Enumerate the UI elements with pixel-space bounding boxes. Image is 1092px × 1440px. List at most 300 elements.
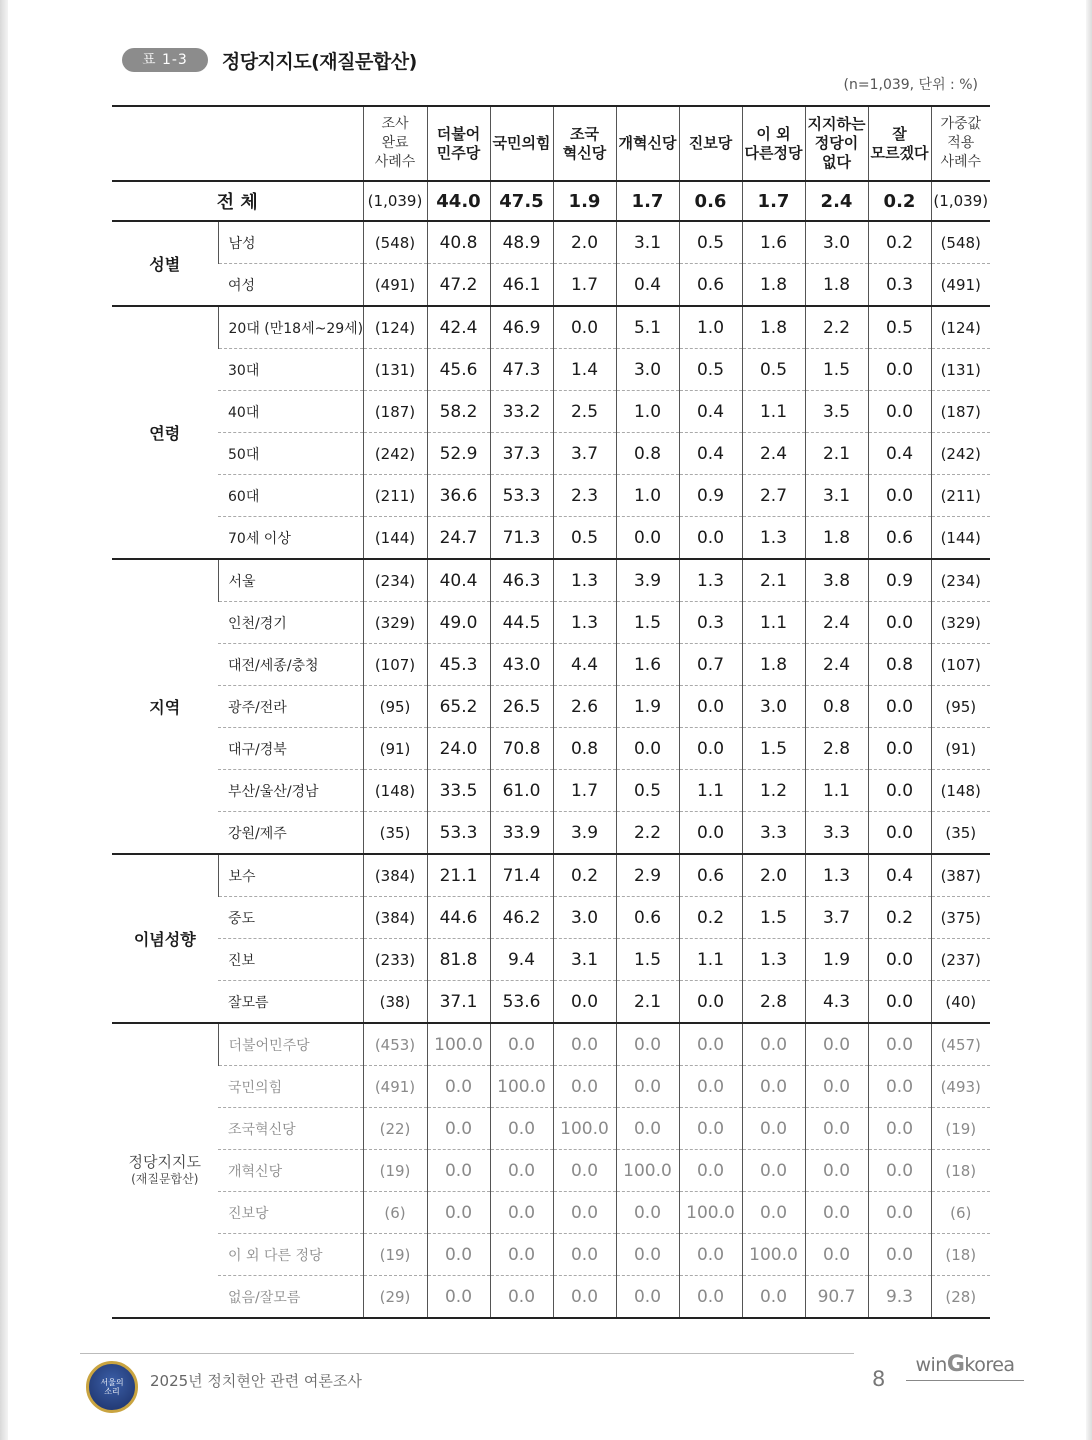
- table-cell: 0.0: [616, 517, 679, 560]
- table-cell: 70.8: [490, 728, 553, 770]
- table-cell: 1.3: [742, 517, 805, 560]
- table-cell: 40.4: [427, 559, 490, 602]
- table-cell: 0.2: [679, 897, 742, 939]
- table-cell: 2.4: [805, 181, 868, 221]
- table-cell: 0.0: [490, 1276, 553, 1319]
- table-cell: (453): [363, 1023, 427, 1066]
- table-cell: (211): [931, 475, 990, 517]
- table-cell: 0.0: [868, 728, 931, 770]
- table-cell: 2.2: [616, 812, 679, 855]
- table-cell: 0.0: [679, 1023, 742, 1066]
- table-cell: 0.0: [679, 728, 742, 770]
- table-cell: 2.1: [742, 559, 805, 602]
- row-label: 진보: [218, 939, 363, 981]
- table-cell: 46.1: [490, 264, 553, 307]
- table-cell: 1.3: [553, 559, 616, 602]
- table-cell: 4.3: [805, 981, 868, 1024]
- table-cell: 3.0: [805, 221, 868, 264]
- table-cell: 2.6: [553, 686, 616, 728]
- table-cell: 100.0: [742, 1234, 805, 1276]
- table-row: [112, 1192, 990, 1234]
- table-row: [112, 1150, 990, 1192]
- row-label: 진보당: [218, 1192, 363, 1234]
- table-cell: 0.0: [805, 1023, 868, 1066]
- table-cell: (35): [931, 812, 990, 855]
- table-cell: 3.1: [616, 221, 679, 264]
- table-cell: 3.1: [805, 475, 868, 517]
- table-cell: (22): [363, 1108, 427, 1150]
- table-cell: (1,039): [363, 181, 427, 221]
- table-cell: 44.5: [490, 602, 553, 644]
- table-cell: 2.8: [805, 728, 868, 770]
- group-label: [112, 559, 218, 854]
- row-label: 개혁신당: [218, 1150, 363, 1192]
- table-cell: 100.0: [427, 1023, 490, 1066]
- table-cell: (548): [363, 221, 427, 264]
- row-label: 서울: [218, 559, 363, 602]
- table-cell: (6): [363, 1192, 427, 1234]
- table-cell: 45.6: [427, 349, 490, 391]
- table-row: [112, 1234, 990, 1276]
- table-cell: 0.8: [868, 644, 931, 686]
- brand-suffix: korea: [964, 1354, 1015, 1376]
- table-cell: 0.2: [868, 221, 931, 264]
- table-cell: 0.0: [868, 475, 931, 517]
- table-cell: 0.5: [679, 221, 742, 264]
- table-cell: 0.5: [553, 517, 616, 560]
- table-cell: 0.0: [679, 1066, 742, 1108]
- table-cell: 0.9: [868, 559, 931, 602]
- table-cell: 71.4: [490, 854, 553, 897]
- unit-note: (n=1,039, 단위 : %): [843, 77, 978, 93]
- table-cell: 47.2: [427, 264, 490, 307]
- table-cell: (144): [931, 517, 990, 560]
- table-cell: 53.3: [490, 475, 553, 517]
- row-label: 인천/경기: [218, 602, 363, 644]
- table-cell: (329): [363, 602, 427, 644]
- table-cell: 3.3: [742, 812, 805, 855]
- total-row: [112, 181, 990, 221]
- table-cell: 2.0: [553, 221, 616, 264]
- table-row: [112, 854, 990, 897]
- table-row: [112, 433, 990, 475]
- table-cell: (234): [363, 559, 427, 602]
- table-row: [112, 1023, 990, 1066]
- table-cell: (211): [363, 475, 427, 517]
- table-cell: 0.6: [868, 517, 931, 560]
- table-number-badge: 표 1-3: [122, 48, 208, 72]
- table-cell: 0.0: [616, 1066, 679, 1108]
- table-cell: (375): [931, 897, 990, 939]
- table-cell: (18): [931, 1150, 990, 1192]
- table-cell: 0.0: [679, 686, 742, 728]
- table-cell: 33.5: [427, 770, 490, 812]
- table-cell: 3.7: [553, 433, 616, 475]
- table-cell: 0.0: [679, 812, 742, 855]
- table-cell: 1.0: [616, 475, 679, 517]
- table-cell: 0.2: [868, 897, 931, 939]
- table-cell: (187): [931, 391, 990, 433]
- table-cell: 2.9: [616, 854, 679, 897]
- table-cell: 0.0: [742, 1150, 805, 1192]
- table-cell: 0.0: [805, 1150, 868, 1192]
- group-name: 지역: [149, 698, 181, 717]
- table-cell: 71.3: [490, 517, 553, 560]
- table-cell: 9.4: [490, 939, 553, 981]
- table-cell: 2.5: [553, 391, 616, 433]
- row-label: 조국혁신당: [218, 1108, 363, 1150]
- row-label: 남성: [218, 221, 363, 264]
- table-cell: (148): [363, 770, 427, 812]
- table-row: [112, 221, 990, 264]
- table-cell: (40): [931, 981, 990, 1024]
- table-cell: (242): [363, 433, 427, 475]
- table-cell: 100.0: [553, 1108, 616, 1150]
- table-header-row: [112, 106, 990, 181]
- table-cell: 0.4: [616, 264, 679, 307]
- table-cell: 0.0: [805, 1234, 868, 1276]
- table-cell: 48.9: [490, 221, 553, 264]
- column-header: 더불어 민주당: [427, 106, 490, 181]
- table-cell: 1.8: [805, 264, 868, 307]
- row-label: 70세 이상: [218, 517, 363, 560]
- table-cell: 100.0: [679, 1192, 742, 1234]
- table-cell: 0.0: [868, 939, 931, 981]
- table-cell: 36.6: [427, 475, 490, 517]
- table-row: [112, 517, 990, 560]
- table-cell: 2.1: [805, 433, 868, 475]
- table-cell: 53.6: [490, 981, 553, 1024]
- row-label: 광주/전라: [218, 686, 363, 728]
- row-label: 없음/잘모름: [218, 1276, 363, 1319]
- table-cell: 47.5: [490, 181, 553, 221]
- table-cell: (242): [931, 433, 990, 475]
- table-cell: 0.0: [868, 391, 931, 433]
- table-cell: (28): [931, 1276, 990, 1319]
- table-cell: 2.7: [742, 475, 805, 517]
- row-label: 보수: [218, 854, 363, 897]
- table-cell: 0.0: [868, 1234, 931, 1276]
- table-cell: 26.5: [490, 686, 553, 728]
- table-cell: 65.2: [427, 686, 490, 728]
- table-cell: 1.1: [679, 770, 742, 812]
- table-cell: 0.0: [868, 1066, 931, 1108]
- table-cell: 49.0: [427, 602, 490, 644]
- table-cell: 0.6: [679, 181, 742, 221]
- table-cell: 0.2: [553, 854, 616, 897]
- table-cell: (384): [363, 897, 427, 939]
- table-cell: 0.3: [868, 264, 931, 307]
- header-corner: [112, 106, 363, 181]
- table-cell: 1.7: [616, 181, 679, 221]
- table-cell: 24.7: [427, 517, 490, 560]
- table-cell: 33.9: [490, 812, 553, 855]
- table-cell: 0.0: [868, 770, 931, 812]
- table-cell: 0.9: [679, 475, 742, 517]
- table-row: [112, 644, 990, 686]
- table-cell: (91): [363, 728, 427, 770]
- table-cell: 0.5: [868, 306, 931, 349]
- table-cell: (237): [931, 939, 990, 981]
- table-cell: 1.5: [742, 897, 805, 939]
- table-cell: (95): [363, 686, 427, 728]
- table-row: [112, 1066, 990, 1108]
- row-label: 대구/경북: [218, 728, 363, 770]
- table-cell: 0.0: [553, 1276, 616, 1319]
- group-subtitle: (재질문합산): [131, 1171, 199, 1186]
- table-cell: 1.4: [553, 349, 616, 391]
- table-cell: 0.0: [868, 1023, 931, 1066]
- table-cell: 0.0: [553, 1150, 616, 1192]
- table-cell: 1.6: [616, 644, 679, 686]
- table-cell: (491): [931, 264, 990, 307]
- table-cell: (124): [931, 306, 990, 349]
- table-cell: 0.0: [490, 1234, 553, 1276]
- table-cell: 0.0: [616, 1108, 679, 1150]
- table-cell: 100.0: [616, 1150, 679, 1192]
- table-row: [112, 559, 990, 602]
- table-cell: (233): [363, 939, 427, 981]
- table-title-row: [122, 46, 417, 74]
- table-cell: 90.7: [805, 1276, 868, 1319]
- table-cell: 37.1: [427, 981, 490, 1024]
- table-cell: 1.1: [805, 770, 868, 812]
- page-edge: [0, 0, 8, 1440]
- table-cell: 0.8: [805, 686, 868, 728]
- table-cell: 0.0: [868, 981, 931, 1024]
- table-cell: 0.0: [427, 1150, 490, 1192]
- group-name: 이념성향: [133, 930, 196, 949]
- table-cell: 0.0: [616, 1192, 679, 1234]
- table-cell: 1.8: [742, 306, 805, 349]
- table-cell: (107): [931, 644, 990, 686]
- table-cell: 40.8: [427, 221, 490, 264]
- table-cell: 0.0: [553, 306, 616, 349]
- table-cell: 0.0: [805, 1066, 868, 1108]
- table-cell: 33.2: [490, 391, 553, 433]
- table-cell: 0.3: [679, 602, 742, 644]
- table-cell: 0.0: [490, 1150, 553, 1192]
- table-cell: (493): [931, 1066, 990, 1108]
- table-cell: 3.0: [553, 897, 616, 939]
- group-name: 성별: [149, 255, 181, 274]
- table-cell: 0.2: [868, 181, 931, 221]
- table-cell: 1.5: [616, 602, 679, 644]
- table-row: [112, 264, 990, 307]
- table-cell: 3.3: [805, 812, 868, 855]
- table-cell: 81.8: [427, 939, 490, 981]
- table-cell: 0.0: [490, 1023, 553, 1066]
- table-cell: 3.0: [742, 686, 805, 728]
- table-cell: (107): [363, 644, 427, 686]
- table-cell: 0.0: [868, 812, 931, 855]
- table-cell: 1.1: [742, 602, 805, 644]
- table-cell: 24.0: [427, 728, 490, 770]
- table-cell: 0.0: [868, 602, 931, 644]
- table-cell: 1.7: [553, 770, 616, 812]
- table-cell: 2.3: [553, 475, 616, 517]
- table-cell: 47.3: [490, 349, 553, 391]
- table-title: 정당지지도(재질문합산): [221, 50, 417, 73]
- row-label: 대전/세종/충청: [218, 644, 363, 686]
- table-row: [112, 686, 990, 728]
- table-cell: (91): [931, 728, 990, 770]
- table-cell: 0.0: [679, 517, 742, 560]
- table-cell: (187): [363, 391, 427, 433]
- table-cell: (148): [931, 770, 990, 812]
- column-header: 가중값 적용 사례수: [931, 106, 990, 181]
- table-cell: 0.4: [868, 854, 931, 897]
- table-cell: 3.8: [805, 559, 868, 602]
- table-cell: 0.7: [679, 644, 742, 686]
- table-cell: 44.0: [427, 181, 490, 221]
- table-cell: 0.0: [553, 1192, 616, 1234]
- table-row: [112, 812, 990, 855]
- table-cell: 0.6: [616, 897, 679, 939]
- table-cell: 0.0: [679, 981, 742, 1024]
- table-row: [112, 306, 990, 349]
- table-cell: 0.0: [742, 1276, 805, 1319]
- table-cell: 2.0: [742, 854, 805, 897]
- table-cell: 46.9: [490, 306, 553, 349]
- table-cell: 0.0: [616, 1023, 679, 1066]
- group-label: [112, 854, 218, 1023]
- table-cell: 1.8: [742, 264, 805, 307]
- table-cell: 1.7: [553, 264, 616, 307]
- table-cell: 0.0: [805, 1192, 868, 1234]
- table-cell: 1.8: [742, 644, 805, 686]
- table-cell: 1.2: [742, 770, 805, 812]
- table-cell: 1.0: [679, 306, 742, 349]
- table-cell: 44.6: [427, 897, 490, 939]
- row-label: 이 외 다른 정당: [218, 1234, 363, 1276]
- table-cell: 0.5: [616, 770, 679, 812]
- table-cell: 0.0: [679, 1234, 742, 1276]
- table-cell: 43.0: [490, 644, 553, 686]
- logo-text: 서울의 소리: [100, 1378, 124, 1396]
- table-row: [112, 391, 990, 433]
- table-cell: 1.5: [616, 939, 679, 981]
- table-cell: 0.0: [742, 1192, 805, 1234]
- table-cell: 2.2: [805, 306, 868, 349]
- table-cell: 0.0: [616, 728, 679, 770]
- table-cell: 1.9: [616, 686, 679, 728]
- table-cell: (19): [363, 1234, 427, 1276]
- table-cell: 2.4: [805, 644, 868, 686]
- footer-divider: [80, 1353, 854, 1354]
- group-label: [112, 306, 218, 559]
- table-cell: 0.5: [679, 349, 742, 391]
- column-header: 국민의힘: [490, 106, 553, 181]
- table-cell: (491): [363, 1066, 427, 1108]
- table-row: [112, 1108, 990, 1150]
- row-label: 20대 (만18세~29세): [218, 306, 363, 349]
- table-cell: 1.1: [742, 391, 805, 433]
- table-cell: 37.3: [490, 433, 553, 475]
- table-cell: 0.4: [679, 391, 742, 433]
- table-cell: 0.0: [490, 1192, 553, 1234]
- brand-prefix: win: [915, 1354, 947, 1376]
- table-cell: 9.3: [868, 1276, 931, 1319]
- table-cell: 4.4: [553, 644, 616, 686]
- table-cell: 42.4: [427, 306, 490, 349]
- table-cell: 61.0: [490, 770, 553, 812]
- table-cell: 2.4: [805, 602, 868, 644]
- table-cell: 0.0: [679, 1108, 742, 1150]
- table-cell: 0.0: [427, 1066, 490, 1108]
- table-cell: 1.9: [553, 181, 616, 221]
- table-cell: 0.6: [679, 264, 742, 307]
- table-cell: 3.0: [616, 349, 679, 391]
- table-cell: 5.1: [616, 306, 679, 349]
- column-header: 잘 모르겠다: [868, 106, 931, 181]
- table-cell: 100.0: [490, 1066, 553, 1108]
- table-cell: 0.5: [742, 349, 805, 391]
- row-label: 중도: [218, 897, 363, 939]
- table-cell: 0.0: [553, 1066, 616, 1108]
- row-label: 더불어민주당: [218, 1023, 363, 1066]
- column-header: 지지하는 정당이 없다: [805, 106, 868, 181]
- table-cell: 0.8: [616, 433, 679, 475]
- table-cell: 0.4: [679, 433, 742, 475]
- table-cell: 0.0: [868, 1192, 931, 1234]
- brand-mark: G: [946, 1352, 965, 1377]
- table-cell: 0.0: [427, 1234, 490, 1276]
- table-cell: (124): [363, 306, 427, 349]
- table-row: [112, 602, 990, 644]
- table-cell: 52.9: [427, 433, 490, 475]
- table-cell: 1.9: [805, 939, 868, 981]
- row-label: 50대: [218, 433, 363, 475]
- column-header: 개혁신당: [616, 106, 679, 181]
- row-label: 여성: [218, 264, 363, 307]
- table-cell: 0.0: [679, 1276, 742, 1319]
- page-edge: [1086, 0, 1092, 1440]
- table-cell: 1.5: [805, 349, 868, 391]
- table-cell: 2.8: [742, 981, 805, 1024]
- row-label: 부산/울산/경남: [218, 770, 363, 812]
- seoul-voice-logo: [86, 1361, 138, 1413]
- table-cell: 21.1: [427, 854, 490, 897]
- table-cell: (38): [363, 981, 427, 1024]
- table-cell: (131): [363, 349, 427, 391]
- row-label: 30대: [218, 349, 363, 391]
- table-cell: 3.7: [805, 897, 868, 939]
- table-cell: (29): [363, 1276, 427, 1319]
- table-row: [112, 728, 990, 770]
- table-cell: 2.1: [616, 981, 679, 1024]
- table-cell: 0.0: [616, 1234, 679, 1276]
- table-cell: 45.3: [427, 644, 490, 686]
- group-label: [112, 221, 218, 306]
- table-cell: (144): [363, 517, 427, 560]
- column-header: 조사 완료 사례수: [363, 106, 427, 181]
- table-cell: 46.3: [490, 559, 553, 602]
- table-cell: 1.3: [805, 854, 868, 897]
- table-cell: 0.0: [553, 981, 616, 1024]
- table-cell: 1.7: [742, 181, 805, 221]
- row-label: 40대: [218, 391, 363, 433]
- table-cell: 0.8: [553, 728, 616, 770]
- table-cell: 0.0: [742, 1066, 805, 1108]
- table-cell: (6): [931, 1192, 990, 1234]
- column-header: 이 외 다른정당: [742, 106, 805, 181]
- row-label: 국민의힘: [218, 1066, 363, 1108]
- table-cell: 1.3: [679, 559, 742, 602]
- table-row: [112, 981, 990, 1024]
- table-cell: (19): [363, 1150, 427, 1192]
- table-cell: 1.3: [553, 602, 616, 644]
